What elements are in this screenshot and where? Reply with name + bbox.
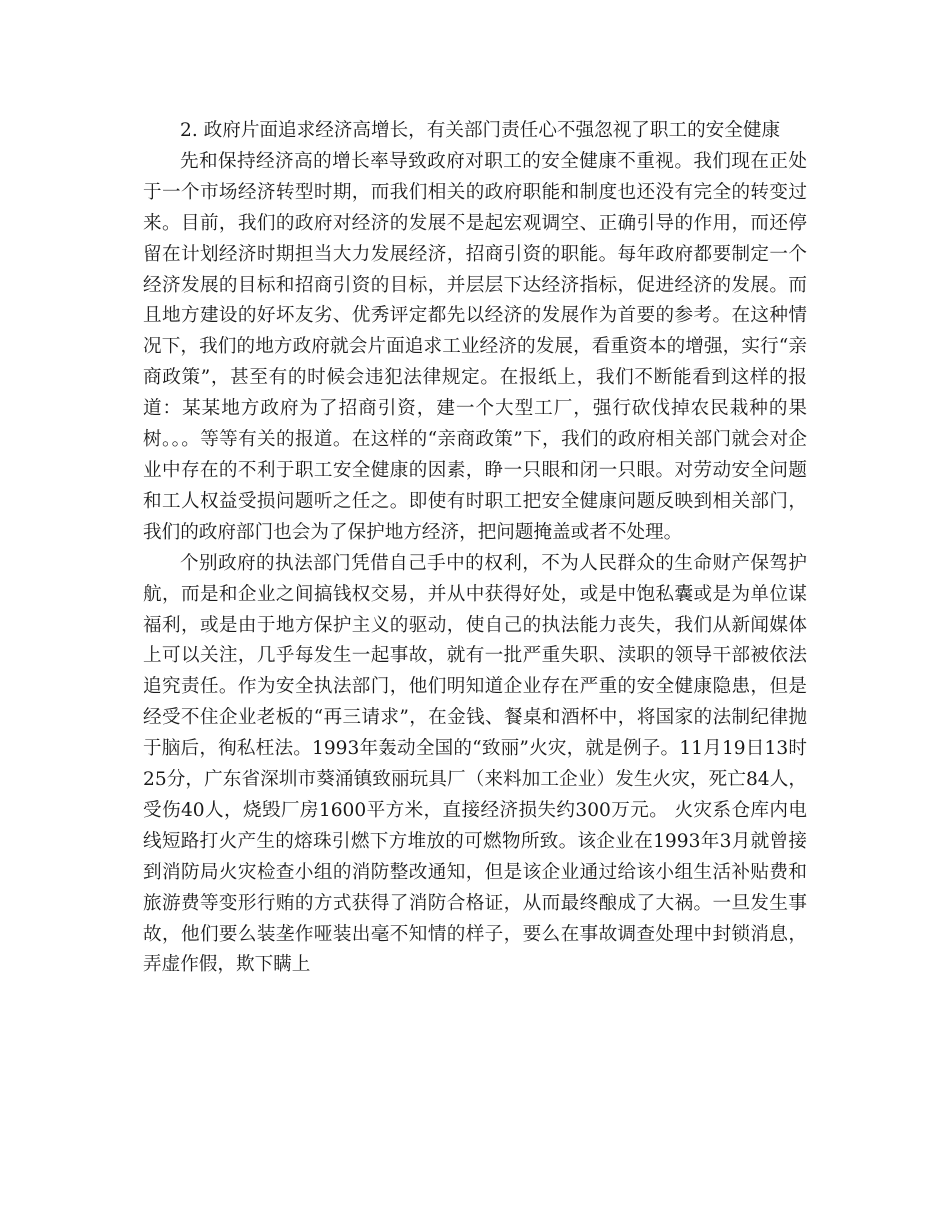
section-heading: 2. 政府片面追求经济高增长，有关部门责任心不强忽视了职工的安全健康	[180, 120, 781, 141]
paragraph-1: 先和保持经济高的增长率导致政府对职工的安全健康不重视。我们现在正处于一个市场经济转型时期，而我们相关的政府职能和制度也还没有完全的转变过来。目前，我们的政府对经济的发展不是起宏观调空、正确引导的作用，而还停留在计划经济时期担当大力发展经济，招商引资的职能。每年政府都要制定一个经济发展的目标和招商引资的目标，并层层下达经济指标，促进经济的发展。而且地方建设的好坏友劣、优秀评定都先以经济的发展作为首要的参考。在这种情况下，我们的地方政府就会片面追求工业经济的发展，看重资本的增强，实行“亲商政策”，甚至有的时候会违犯法律规定。在报纸上，我们不断能看到这样的报道：某某地方政府为了招商引资，建一个大型工厂，强行砍伐掉农民栽种的果树。。。等等有关的报道。在这样的“亲商政策”下，我们的政府相关部门就会对企业中存在的不利于职工安全健康的因素，睁一只眼和闭一只眼。对劳动安全问题和工人权益受损问题听之任之。即使有时职工把安全健康问题反映到相关部门，我们的政府部门也会为了保护地方经济，把问题掩盖或者不处理。	[143, 150, 807, 543]
paragraph-2: 个别政府的执法部门凭借自己手中的权利，不为人民群众的生命财产保驾护航，而是和企业之间搞钱权交易，并从中获得好处，或是中饱私囊或是为单位谋福利，或是由于地方保护主义的驱动，使自己的执法能力丧失，我们从新闻媒体上可以关注，几乎每发生一起事故，就有一批严重失职、渎职的领导干部被依法追究责任。作为安全执法部门，他们明知道企业存在严重的安全健康隐患，但是经受不住企业老板的“再三请求”，在金钱、餐桌和酒杯中，将国家的法制纪律抛于脑后，徇私枉法。1993年轰动全国的“致丽”火灾，就是例子。11月19日13时25分，广东省深圳市葵涌镇致丽玩具厂（来料加工企业）发生火灾，死亡84人，受伤40人，烧毁厂房1600平方米，直接经济损失约300万元。 火灾系仓库内电线短路打火产生的熔珠引燃下方堆放的可燃物所致。该企业在1993年3月就曾接到消防局火灾检查小组的消防整改通知，但是该企业通过给该小组生活补贴费和旅游费等变形行贿的方式获得了消防合格证，从而最终酿成了大祸。一旦发生事故，他们要么装垄作哑装出毫不知情的样子，要么在事故调查处理中封锁消息，弄虚作假，欺下瞒上	[143, 552, 807, 976]
document-body	[143, 116, 807, 981]
